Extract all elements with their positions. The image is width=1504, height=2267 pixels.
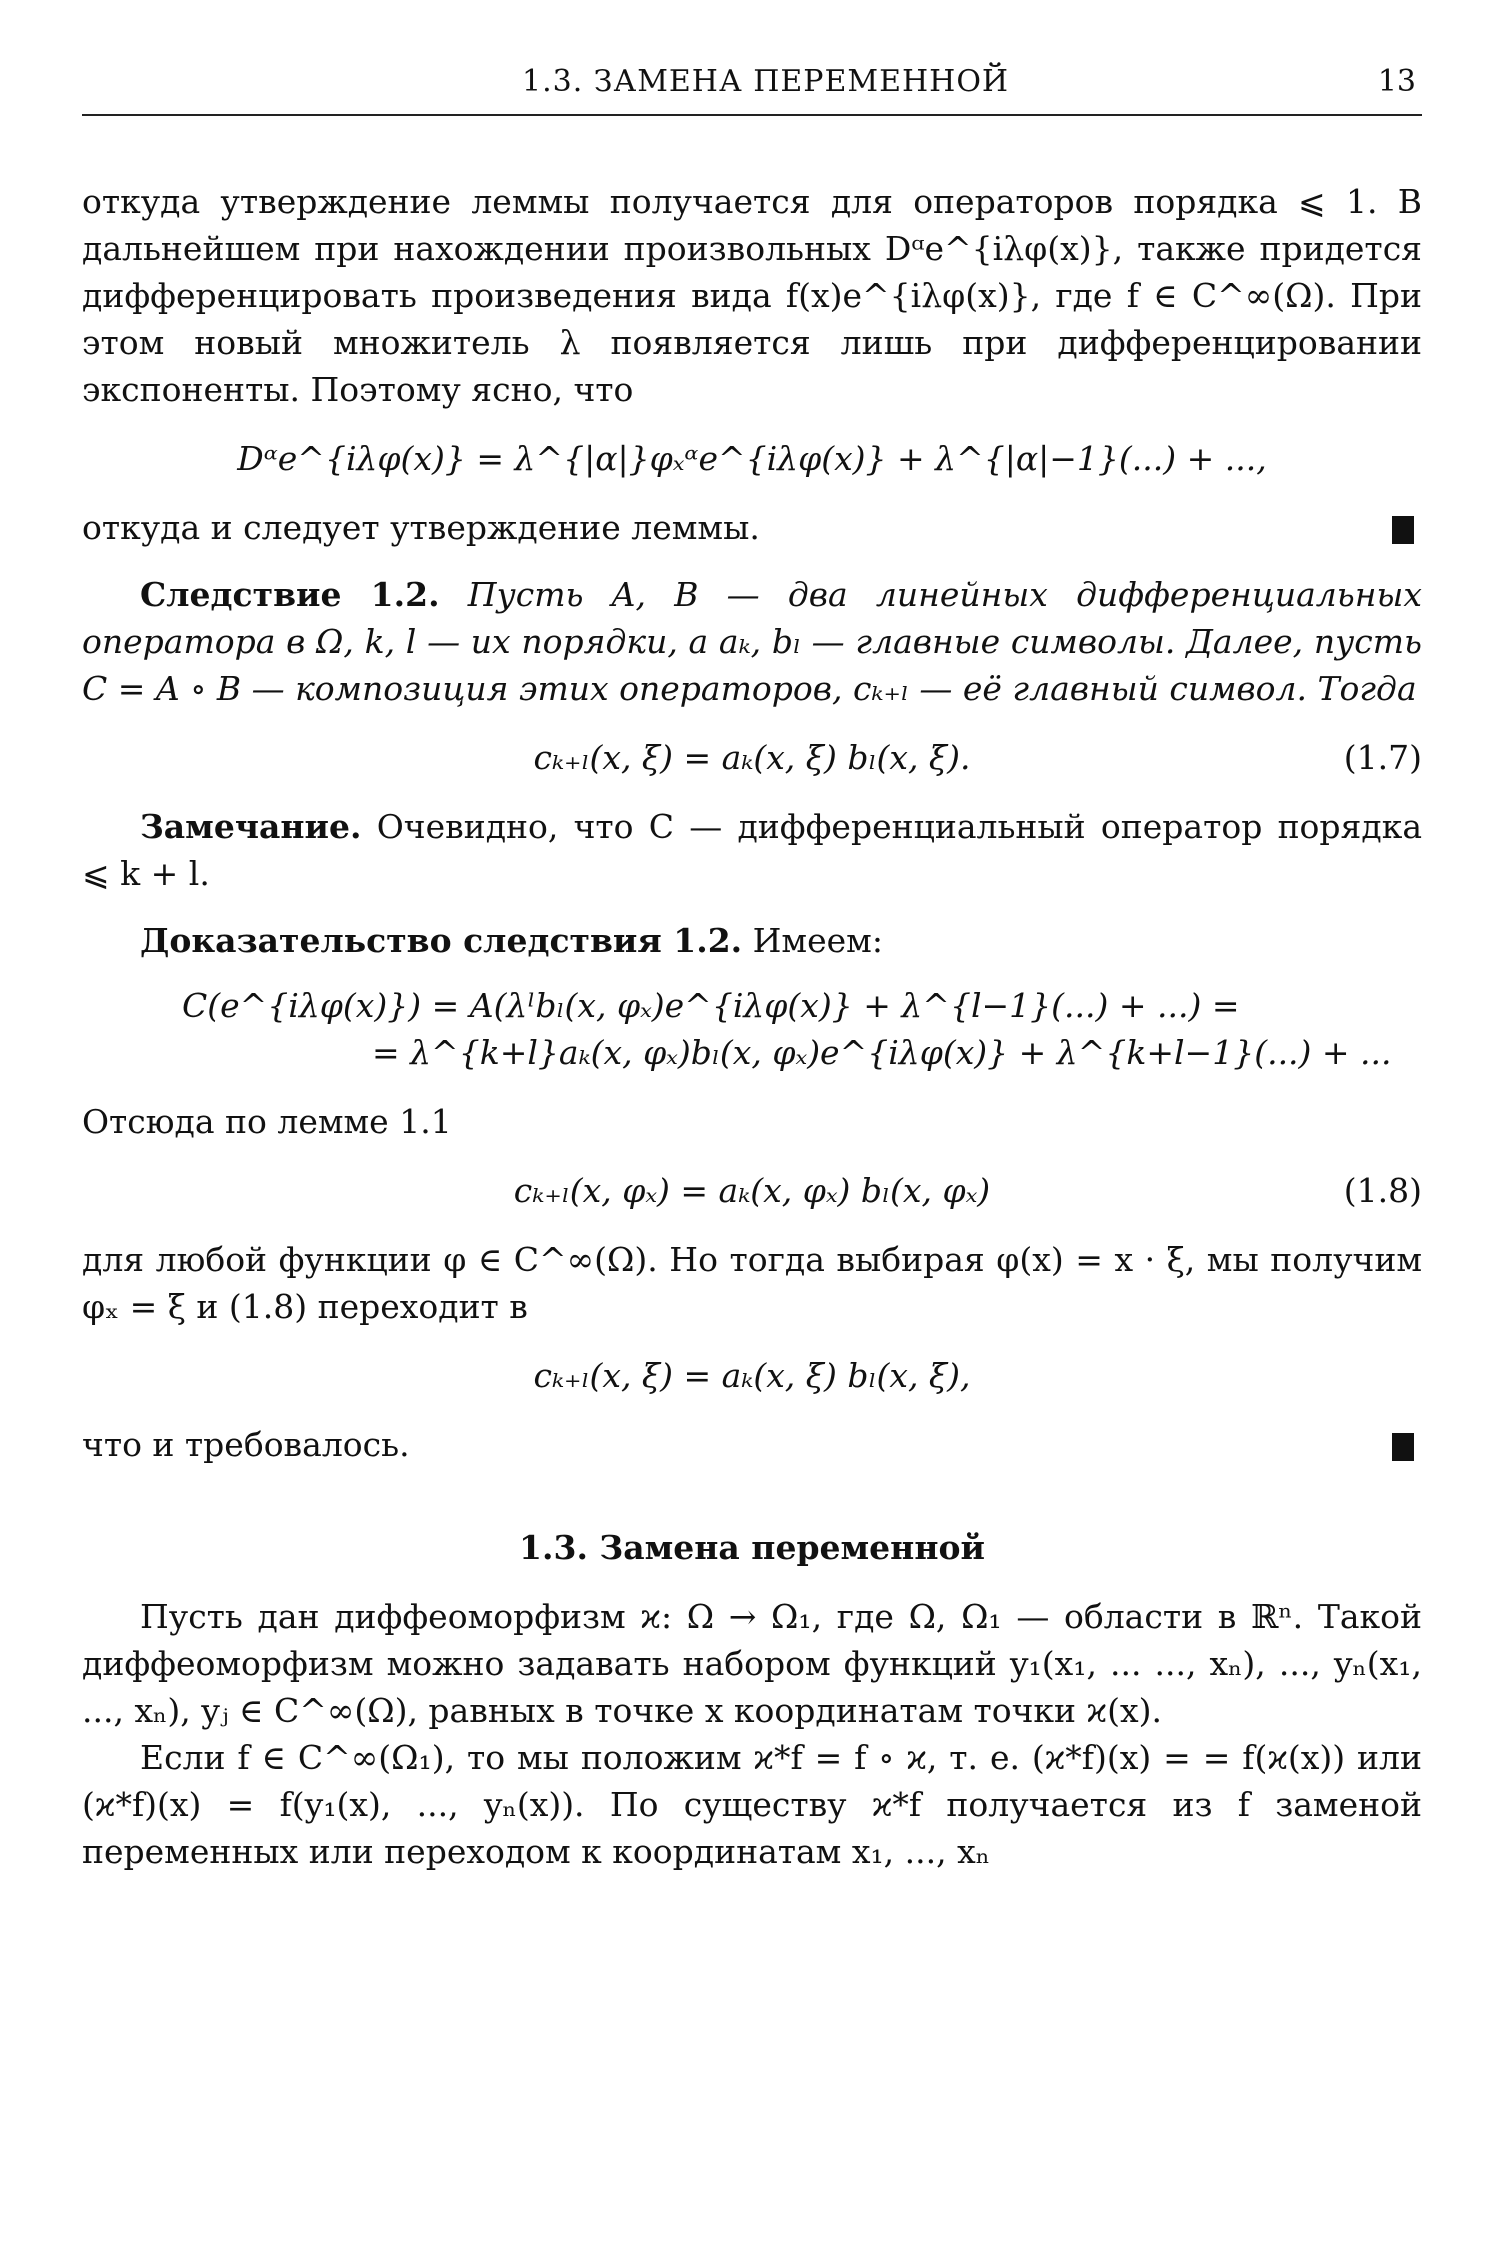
page-number: 13 [1377,64,1416,99]
formula-composition-line-1: C(e^{iλφ(x)}) = A(λˡbₗ(x, φₓ)e^{iλφ(x)} + λ^{l−1}(...) + ...) = [182,986,1240,1025]
formula-composition [82,982,1422,1076]
lemma-end-text: откуда и следует утверждение леммы. [82,508,760,547]
paragraph-any-function: для любой функции φ ∈ C^∞(Ω). Но тогда выбирая φ(x) = x · ξ, мы получим φₓ = ξ и (1.8) переходит в [82,1240,1422,1326]
formula-derivative-exponent: Dᵅe^{iλφ(x)} = λ^{|α|}φₓᵅe^{iλφ(x)} + λ^{|α|−1}(...) + ..., [237,439,1267,478]
proof-text: Имеем: [752,921,883,960]
corollary-1-2 [82,571,1422,712]
equation-number-1-8: (1.8) [1343,1171,1422,1210]
header-title: 1.3. ЗАМЕНА ПЕРЕМЕННОЙ [522,64,1010,99]
corollary-text: Пусть A, B — два линейных дифференциальных оператора в Ω, k, l — их порядки, а aₖ, bₗ — главные символы. Далее, пусть C = A ∘ B — композиция этих операторов, cₖ₊ₗ — её главный символ. Тогда [82,575,1422,708]
remark [82,803,1422,897]
formula-1-8-body: cₖ₊ₗ(x, φₓ) = aₖ(x, φₓ) bₗ(x, φₓ) [513,1171,991,1210]
equation-number-1-7: (1.7) [1343,738,1422,777]
paragraph-proof-end [82,1421,1422,1468]
remark-label: Замечание. [140,807,362,846]
page-body [82,178,1422,1875]
formula-1-7-body: cₖ₊ₗ(x, ξ) = aₖ(x, ξ) bₗ(x, ξ). [533,738,971,777]
paragraph-diffeomorphism: Пусть дан диффеоморфизм ϰ: Ω → Ω₁, где Ω, Ω₁ — области в ℝⁿ. Такой диффеоморфизм можно задавать набором функций y₁(x₁, ... ..., xₙ), ..., yₙ(x₁, ..., xₙ), yⱼ ∈ C^∞(Ω), равных в точке x координатам точки ϰ(x). [82,1597,1422,1730]
formula-1-8 [82,1167,1422,1214]
paragraph-by-lemma: Отсюда по лемме 1.1 [82,1102,452,1141]
qed-square-icon [1392,1433,1414,1461]
proof-heading [82,917,1422,964]
remark-text: Очевидно, что C — дифференциальный оператор порядка ⩽ k + l. [82,807,1422,893]
section-title: 1.3. Замена переменной [519,1528,985,1567]
paragraph-lemma-continuation: откуда утверждение леммы получается для операторов порядка ⩽ 1. В дальнейшем при нахождении произвольных Dᵅe^{iλφ(x)}, также придется дифференцировать произведения вида f(x)e^{iλφ(x)}, где f ∈ C^∞(Ω). При этом новый множитель λ появляется лишь при дифференцировании экспоненты. Поэтому ясно, что [82,182,1422,409]
qed-square-icon [1392,516,1414,544]
proof-label: Доказательство следствия 1.2. [140,921,743,960]
formula-final: cₖ₊ₗ(x, ξ) = aₖ(x, ξ) bₗ(x, ξ), [533,1356,971,1395]
corollary-label: Следствие 1.2. [140,575,440,614]
formula-composition-line-2: = λ^{k+l}aₖ(x, φₓ)bₗ(x, φₓ)e^{iλφ(x)} + λ^{k+l−1}(...) + ... [372,1033,1392,1072]
proof-end-text: что и требовалось. [82,1425,410,1464]
paragraph-lemma-end [82,504,1422,551]
formula-1-7 [82,734,1422,781]
paragraph-pullback: Если f ∈ C^∞(Ω₁), то мы положим ϰ*f = f ∘ ϰ, т. е. (ϰ*f)(x) = = f(ϰ(x)) или (ϰ*f)(x) = f(y₁(x), ..., yₙ(x)). По существу ϰ*f получается из f заменой переменных или переходом к координатам x₁, ..., xₙ [82,1738,1422,1871]
running-header [82,62,1422,116]
